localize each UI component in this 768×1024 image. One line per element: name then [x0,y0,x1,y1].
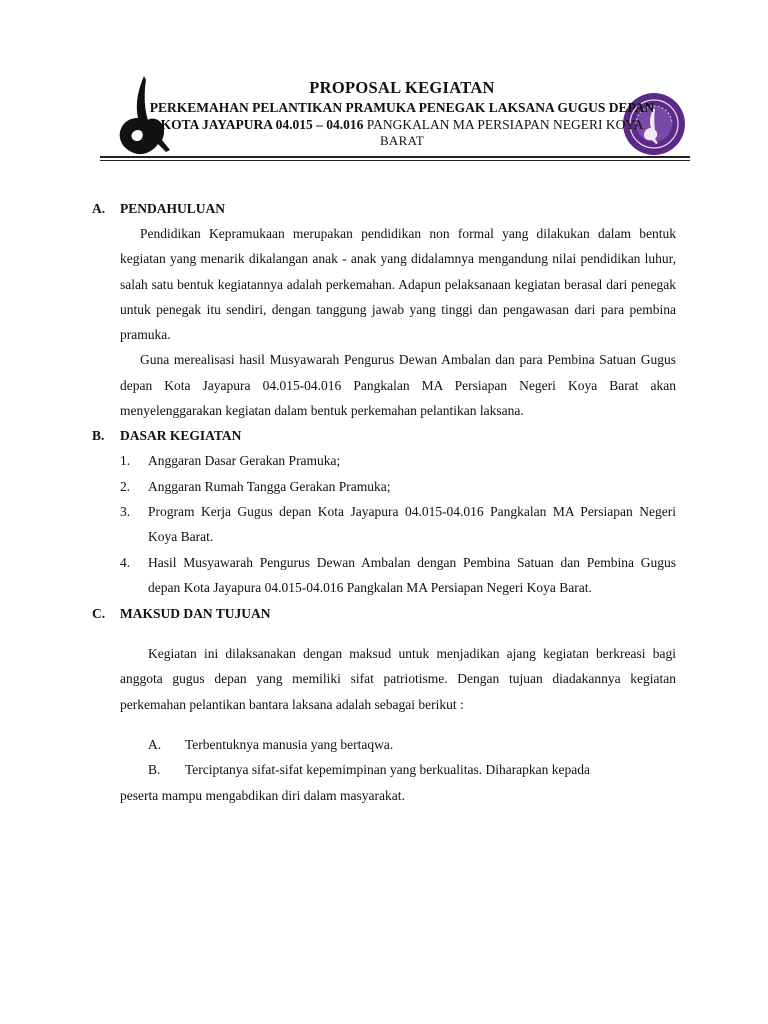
section-c-goals [148,732,676,783]
goal-letter: B. [148,762,161,778]
list-item-text: Program Kerja Gugus depan Kota Jayapura 04.015-04.016 Pangkalan MA Persiapan Negeri Koya Barat. [148,503,676,545]
section-c-paragraph: Kegiatan ini dilaksanakan dengan maksud untuk menjadikan ajang kegiatan berkreasi bagi anggota gugus depan yang memiliki sifat patriotisme. Dengan tujuan diadakannya kegiatan perkemahan pelantikan bantara laksana adalah sebagai berikut : [120,646,676,712]
header-rule-thin [100,160,690,161]
goal-text: Terciptanya sifat-sifat kepemimpinan yang berkualitas. Diharapkan kepada [185,762,591,778]
section-a-heading [92,196,676,221]
section-a-title: PENDAHULUAN [120,201,226,216]
list-item [120,499,676,550]
header-subtitle-line3: BARAT [379,133,425,148]
section-c-title: MAKSUD DAN TUJUAN [120,606,271,622]
list-item [120,474,676,499]
goal-continuation: peserta mampu mengabdikan diri dalam masyarakat. [120,787,405,803]
goal-text: Terbentuknya manusia yang bertaqwa. [185,737,394,753]
goal-item [148,732,676,757]
goal-item [148,757,676,782]
section-a-paragraph-1: Pendidikan Kepramukaan merupakan pendidikan non formal yang dilakukan dalam bentuk kegiatan yang menarik dikalangan anak - anak yang didalamnya mengandung nilai pendidikan luhur, salah satu bentuk kegiatannya adalah perkemahan. Adapun pelaksanaan kegiatan berasal dari penegak untuk penegak itu sendiri, dengan tanggung jawab yang tinggi dan pengawasan dari para pembina pramuka. [120,226,676,343]
header-subtitle-line1: PERKEMAHAN PELANTIKAN PRAMUKA PENEGAK LAKSANA GUGUS DEPAN [149,100,655,115]
list-item-text: Hasil Musyawarah Pengurus Dewan Ambalan dengan Pembina Satuan dan Pembina Gugus depan Kota Jayapura 04.015-04.016 Pangkalan MA Persiapan Negeri Koya Barat. [148,554,676,595]
document-title: PROPOSAL KEGIATAN [309,78,495,97]
section-c-heading [92,601,676,626]
section-a-letter: A. [92,201,106,216]
list-item-number: 4. [120,554,131,570]
list-item [120,550,676,601]
list-item-text: Anggaran Rumah Tangga Gerakan Pramuka; [148,478,391,494]
section-c-letter: C. [92,606,106,622]
document-body [92,196,676,808]
document-header [112,78,692,149]
header-subtitle-line2 [112,116,692,133]
section-b-list [120,448,676,600]
header-subtitle-line2-bold: KOTA JAYAPURA 04.015 – 04.016 [160,117,364,132]
list-item [120,448,676,473]
section-b-heading [92,423,676,448]
section-a-paragraph-2: Guna merealisasi hasil Musyawarah Pengurus Dewan Ambalan dan para Pembina Satuan Gugus depan Kota Jayapura 04.015-04.016 Pangkalan MA Persiapan Negeri Koya Barat akan menyelenggarakan kegiatan dalam bentuk perkemahan pelantikan laksana. [120,352,676,419]
list-item-text: Anggaran Dasar Gerakan Pramuka; [148,453,341,469]
header-rule-thick [100,156,690,158]
list-item-number: 3. [120,503,131,519]
section-b-title: DASAR KEGIATAN [120,428,242,444]
header-subtitle-line2-rest: PANGKALAN MA PERSIAPAN NEGERI KOYA [363,117,644,132]
goal-letter: A. [148,737,162,753]
list-item-number: 2. [120,478,131,494]
list-item-number: 1. [120,453,131,469]
section-b-letter: B. [92,428,105,444]
